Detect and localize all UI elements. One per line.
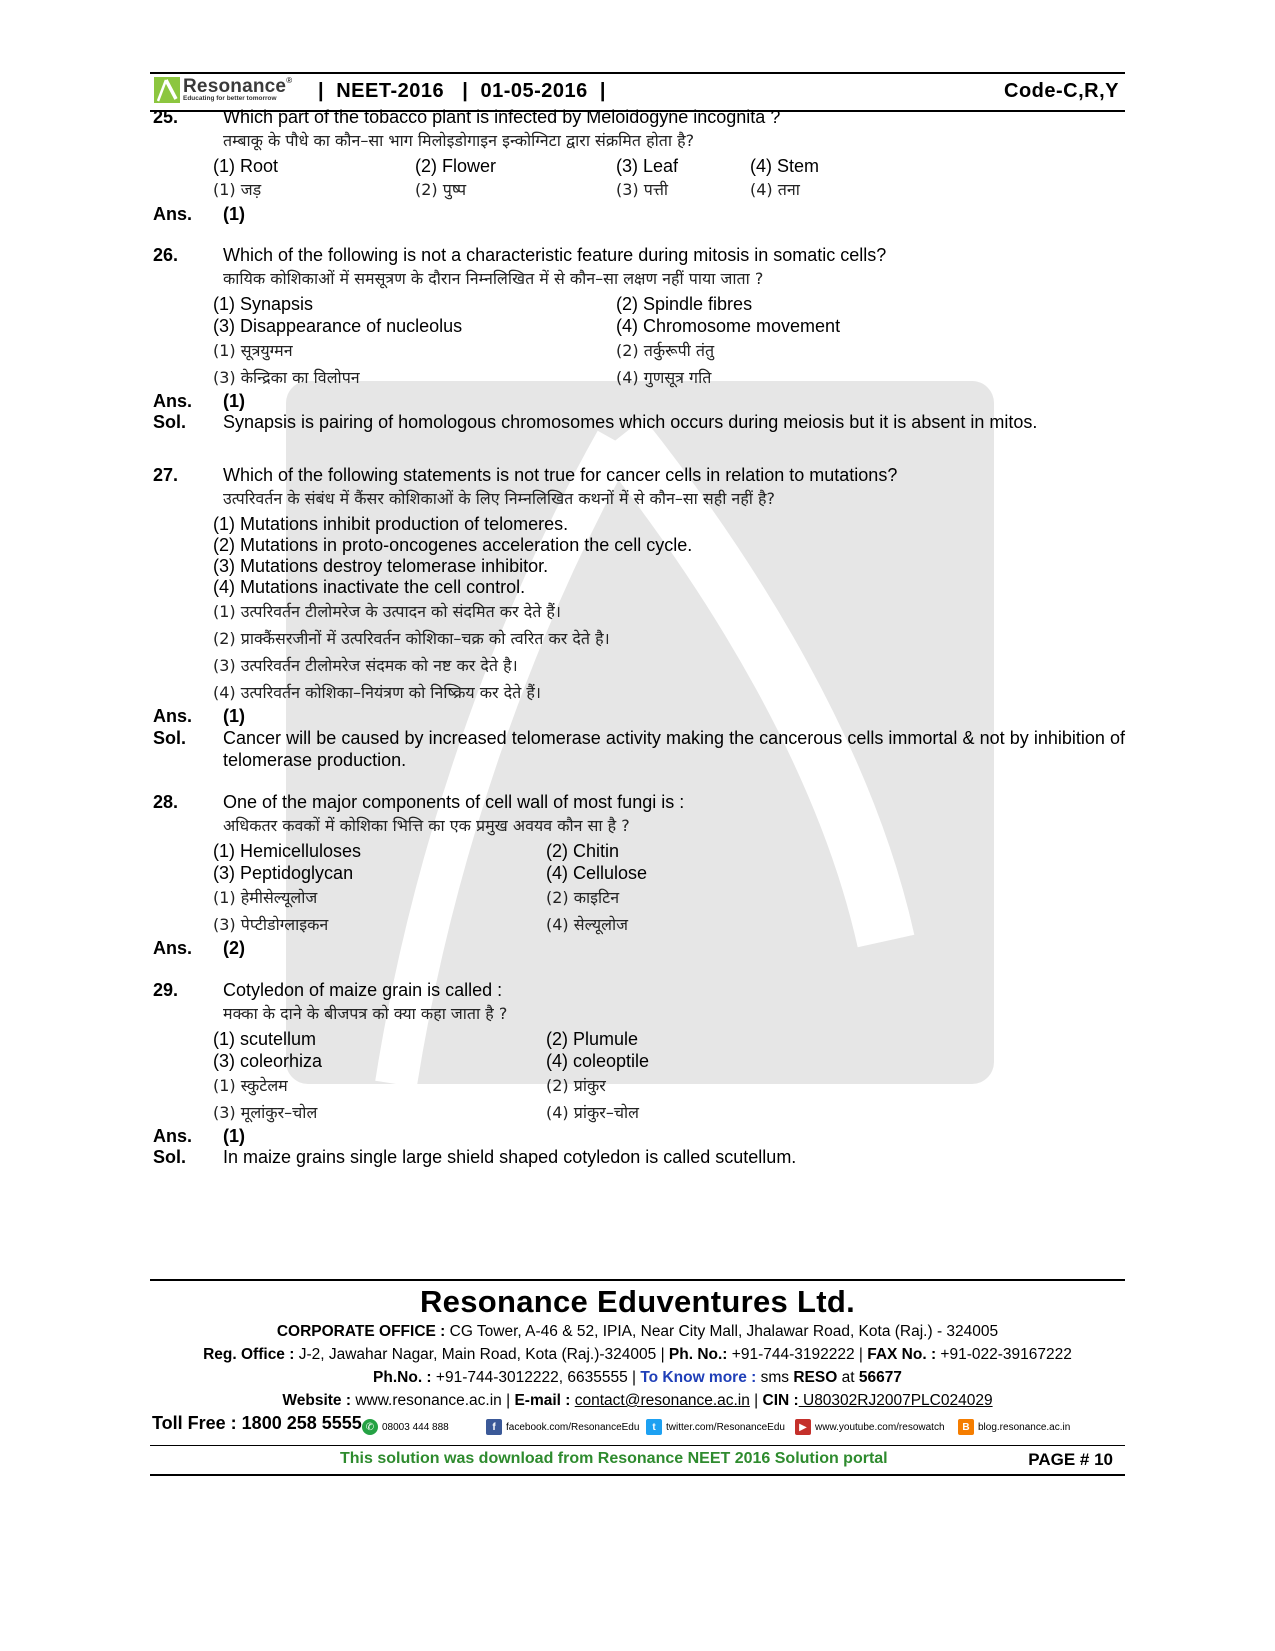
facebook-link[interactable] [486, 1419, 639, 1435]
fax-label: FAX No. : [867, 1346, 937, 1363]
sms-at: at [837, 1369, 859, 1386]
option-4: (4) Cellulose [546, 863, 648, 883]
question-text: Cotyledon of maize grain is called : [223, 980, 503, 1000]
answer-value: (1) [223, 706, 245, 726]
fax-number: +91-022-39167222 [936, 1346, 1072, 1363]
company-name: Resonance Eduventures Ltd. [419, 1284, 855, 1319]
question-number: 27. [153, 465, 179, 485]
option-2: (2) Mutations in proto-oncogenes acceleration the cell cycle. [213, 535, 693, 555]
sms-text: sms [756, 1369, 794, 1386]
question-text-hindi: उत्परिवर्तन के संबंध में कैंसर कोशिकाओं के लिए निम्नलिखित कथनों में से कौन–सा सही नहीं है? [223, 489, 776, 508]
option-2-hindi: (2) काइटिन [546, 888, 620, 907]
option-2-hindi: (2) पुष्प [415, 180, 467, 199]
youtube-icon: ▶ [795, 1419, 811, 1435]
whatsapp-number: 08003 444 888 [382, 1421, 449, 1433]
blog-link[interactable] [958, 1419, 1070, 1435]
option-2-hindi: (2) प्रांकुर [546, 1076, 606, 1095]
footer-bottom-bar [150, 1445, 1125, 1476]
option-1-hindi: (1) हेमीसेल्यूलोज [213, 888, 318, 907]
option-4: (4) Chromosome movement [616, 316, 841, 336]
question-text: One of the major components of cell wall of most fungi is : [223, 792, 685, 812]
corporate-office-address: CG Tower, A-46 & 52, IPIA, Near City Mall, Jhalawar Road, Kota (Raj.) - 324005 [445, 1323, 999, 1340]
option-4: (4) Stem [750, 156, 820, 176]
answer-label: Ans. [153, 938, 193, 958]
option-1-hindi: (1) उत्परिवर्तन टीलोमरेज के उत्पादन को संदमित कर देते हैं। [213, 602, 561, 621]
email-link[interactable]: contact@resonance.ac.in [574, 1392, 750, 1409]
option-3: (3) Disappearance of nucleolus [213, 316, 463, 336]
option-2: (2) Spindle fibres [616, 294, 753, 314]
reg-office-label: Reg. Office : [203, 1346, 295, 1363]
option-4-hindi: (4) उत्परिवर्तन कोशिका–नियंत्रण को निष्क्रिय कर देते हैं। [213, 683, 541, 702]
whatsapp-contact[interactable] [362, 1419, 449, 1435]
option-1: (1) Hemicelluloses [213, 841, 362, 861]
question-text-hindi: तम्बाकू के पौधे का कौन–सा भाग मिलोइडोगाइन इन्कोग्निटा द्वारा संक्रमित होता है? [223, 131, 695, 150]
option-3: (3) coleorhiza [213, 1051, 323, 1071]
website-link[interactable]: www.resonance.ac.in | [351, 1392, 515, 1409]
answer-value: (1) [223, 1126, 245, 1146]
option-2-hindi: (2) प्राक्कैंसरजीनों में उत्परिवर्तन कोशिका–चक्र को त्वरित कर देते है। [213, 629, 610, 648]
option-4-hindi: (4) प्रांकुर–चोल [546, 1103, 639, 1122]
option-1: (1) scutellum [213, 1029, 317, 1049]
solution-text: Cancer will be caused by increased telomerase activity making the cancerous cells immortal & not by inhibition of telomerase production. [223, 728, 1125, 770]
option-2: (2) Plumule [546, 1029, 639, 1049]
cin-label: CIN : [762, 1392, 799, 1409]
blogger-icon: B [958, 1419, 974, 1435]
option-4-hindi: (4) गुणसूत्र गति [616, 368, 712, 387]
know-more-label: To Know more : [640, 1369, 757, 1386]
logo-name: Resonance [183, 76, 287, 98]
answer-label: Ans. [153, 1126, 193, 1146]
option-1-hindi: (1) स्कुटेलम [213, 1076, 288, 1095]
option-3: (3) Peptidoglycan [213, 863, 354, 883]
cin-separator: | [749, 1392, 763, 1409]
website-line [150, 1389, 1125, 1412]
option-1: (1) Mutations inhibit production of telomeres. [213, 514, 569, 534]
reg-office-line [150, 1343, 1125, 1366]
solution-label: Sol. [153, 1147, 187, 1167]
logo-registered: ® [286, 76, 293, 86]
twitter-url: twitter.com/ResonanceEdu [666, 1421, 785, 1433]
answer-label: Ans. [153, 391, 193, 411]
phone2-label: Ph.No. : [373, 1369, 432, 1386]
question-text: Which part of the tobacco plant is infected by Meloidogyne incognita ? [223, 107, 781, 127]
question-number: 25. [153, 107, 179, 127]
facebook-url: facebook.com/ResonanceEdu [506, 1421, 640, 1433]
logo-tagline: Educating for better tomorrow [183, 95, 277, 103]
option-3-hindi: (3) पत्ती [616, 180, 669, 199]
contact-social-row [150, 1415, 1125, 1439]
option-2: (2) Chitin [546, 841, 620, 861]
phone-label: Ph. No.: [668, 1346, 728, 1363]
phone-line [150, 1366, 1125, 1389]
twitter-link[interactable] [646, 1419, 785, 1435]
question-text: Which of the following statements is not true for cancer cells in relation to mutations? [223, 465, 898, 485]
phone-number: +91-744-3192222 | [727, 1346, 868, 1363]
option-1: (1) Root [213, 156, 279, 176]
solution-text: In maize grains single large shield shaped cotyledon is called scutellum. [223, 1147, 797, 1167]
sms-keyword: RESO [793, 1369, 838, 1386]
facebook-icon: f [486, 1419, 502, 1435]
corporate-office-label: CORPORATE OFFICE : [276, 1323, 446, 1340]
option-1-hindi: (1) जड़ [213, 180, 262, 199]
question-number: 28. [153, 792, 179, 812]
answer-label: Ans. [153, 706, 193, 726]
option-3-hindi: (3) मूलांकुर–चोल [213, 1103, 318, 1122]
option-3-hindi: (3) पेप्टीडोग्लाइकन [213, 915, 329, 934]
youtube-url: www.youtube.com/resowatch [815, 1421, 945, 1433]
option-3: (3) Leaf [616, 156, 679, 176]
resonance-logo-icon [154, 77, 180, 103]
youtube-link[interactable] [795, 1419, 945, 1435]
page-footer [150, 1279, 1125, 1469]
question-text-hindi: कायिक कोशिकाओं में समसूत्रण के दौरान निम्नलिखित में से कौन–सा लक्षण नहीं पाया जाता ? [223, 269, 764, 288]
exam-info: | NEET-2016 | 01-05-2016 | [318, 80, 606, 102]
cin-number: U80302RJ2007PLC024029 [798, 1392, 993, 1409]
option-3: (3) Mutations destroy telomerase inhibitor. [213, 556, 549, 576]
option-1: (1) Synapsis [213, 294, 314, 314]
answer-value: (1) [223, 391, 245, 411]
corporate-office-line [150, 1320, 1125, 1343]
whatsapp-icon: ✆ [362, 1419, 378, 1435]
option-4-hindi: (4) तना [750, 180, 800, 199]
answer-label: Ans. [153, 204, 193, 224]
option-4: (4) Mutations inactivate the cell control. [213, 577, 526, 597]
twitter-icon: t [646, 1419, 662, 1435]
reg-office-address: J-2, Jawahar Nagar, Main Road, Kota (Raj.)-324005 | [294, 1346, 669, 1363]
answer-value: (1) [223, 204, 245, 224]
toll-free-number: Toll Free : 1800 258 5555 [152, 1413, 362, 1433]
answer-value: (2) [223, 938, 245, 958]
question-text-hindi: मक्का के दाने के बीजपत्र को क्या कहा जाता है ? [223, 1004, 508, 1023]
option-4-hindi: (4) सेल्यूलोज [546, 915, 629, 934]
footer-divider [150, 1279, 1125, 1281]
blog-url: blog.resonance.ac.in [978, 1421, 1071, 1433]
option-2: (2) Flower [415, 156, 497, 176]
option-4: (4) coleoptile [546, 1051, 650, 1071]
solution-label: Sol. [153, 412, 187, 432]
website-label: Website : [282, 1392, 352, 1409]
question-number: 29. [153, 980, 179, 1000]
solution-text: Synapsis is pairing of homologous chromosomes which occurs during meiosis but it is absent in mitos. [223, 412, 1038, 432]
option-3-hindi: (3) उत्परिवर्तन टीलोमरेज संदमक को नष्ट कर देते है। [213, 656, 518, 675]
resonance-logo [154, 77, 292, 103]
paper-code: Code-C,R,Y [1004, 80, 1119, 102]
page-content [150, 72, 1125, 1167]
option-3-hindi: (3) केन्द्रिका का विलोपन [213, 368, 360, 387]
email-label: E-mail : [514, 1392, 571, 1409]
sms-number: 56677 [858, 1369, 902, 1386]
question-text-hindi: अधिकतर कवकों में कोशिका भित्ति का एक प्रमुख अवयव कौन सा है ? [223, 816, 630, 835]
question-text: Which of the following is not a characteristic feature during mitosis in somatic cells? [223, 245, 887, 265]
phone2-numbers: +91-744-3012222, 6635555 | [431, 1369, 641, 1386]
option-1-hindi: (1) सूत्रयुग्मन [213, 341, 293, 360]
portal-note: This solution was download from Resonance NEET 2016 Solution portal [340, 1450, 888, 1467]
page-number: PAGE # 10 [1028, 1450, 1113, 1469]
option-2-hindi: (2) तर्कुरूपी तंतु [616, 341, 715, 360]
question-number: 26. [153, 245, 179, 265]
solution-label: Sol. [153, 728, 187, 748]
